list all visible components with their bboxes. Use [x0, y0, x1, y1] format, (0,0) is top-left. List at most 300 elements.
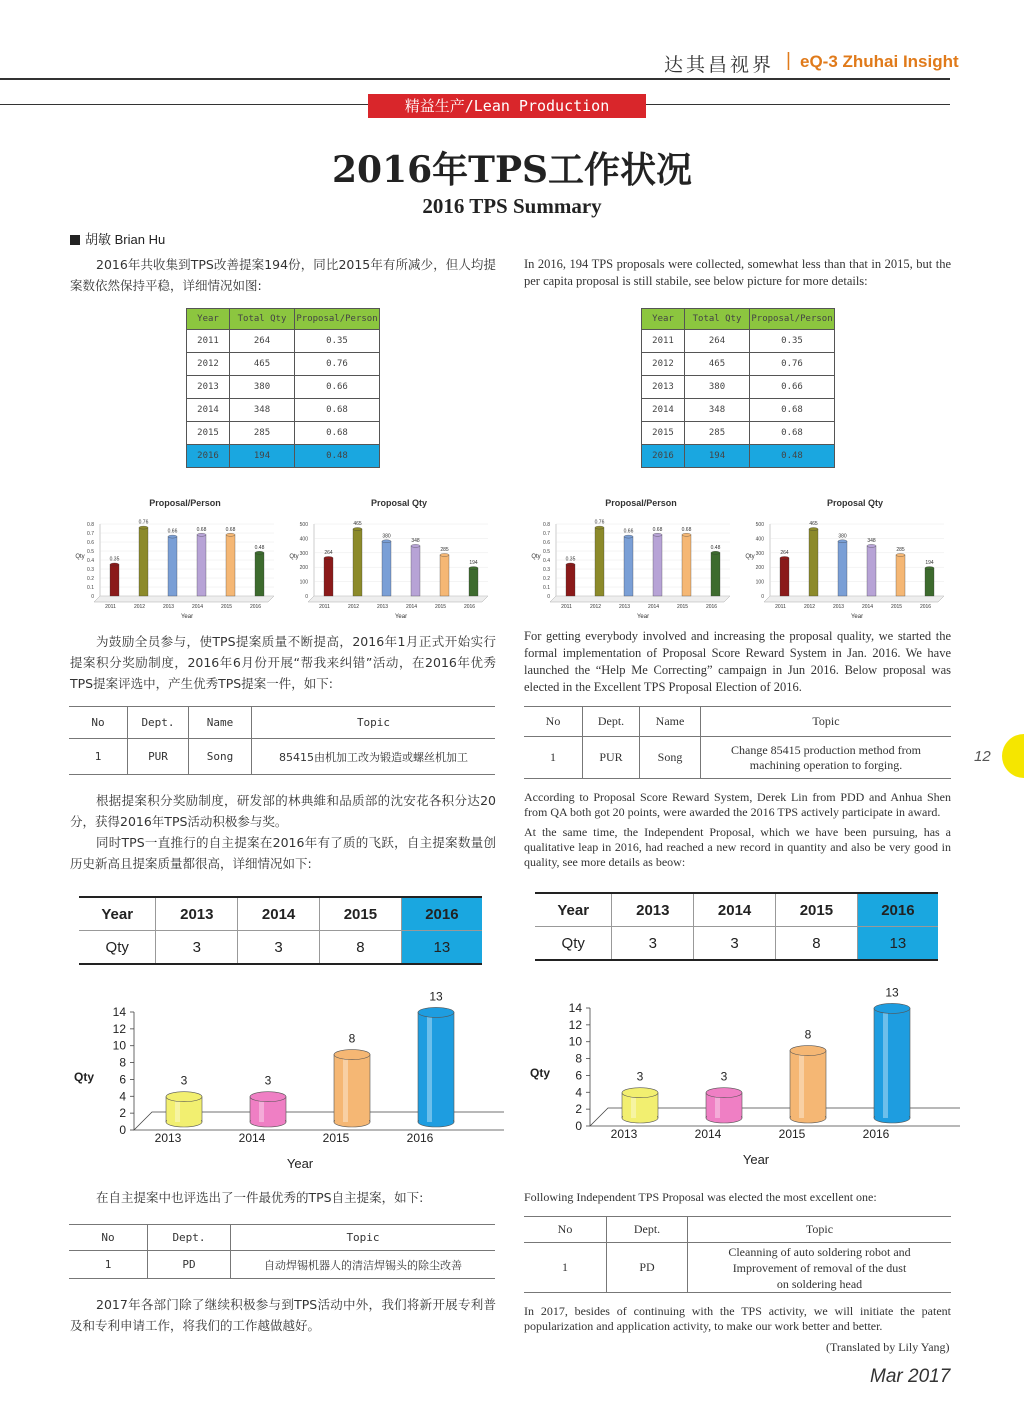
x-axis-label: Year: [394, 614, 408, 620]
y-tick-label: 0.6: [543, 540, 550, 546]
cn-paragraph-5: 在自主提案中也评选出了一件最优秀的TPS自主提案，如下:: [96, 1190, 424, 1205]
proposal-header-row: [642, 309, 835, 330]
section-rule-right: [646, 104, 950, 105]
proposal-cell: 0.68: [750, 399, 835, 422]
x-tick-label: 2014: [694, 1127, 722, 1141]
section-label: 精益生产/Lean Production: [368, 94, 646, 118]
proposal-cell: 0.35: [750, 330, 835, 353]
cell-no: 1: [69, 1251, 148, 1279]
proposal-row: [642, 376, 835, 399]
proposal-cell: 2012: [642, 353, 685, 376]
cell-topic: 自动焊锡机器人的清洁焊锡头的除尘改善: [231, 1251, 496, 1279]
x-tick-label: 2014: [405, 604, 418, 610]
bar: [624, 537, 633, 596]
col-dept: Dept.: [128, 707, 189, 739]
independent-table-cn: [69, 1224, 495, 1279]
x-tick-label: 2012: [803, 604, 816, 610]
cylinder-highlight: [883, 1008, 888, 1118]
col-topic: Topic: [231, 1225, 496, 1251]
proposal-cell: 285: [685, 422, 750, 445]
proposal-cell: 0.48: [295, 445, 380, 468]
y-tick-label: 0.3: [87, 567, 94, 573]
qty-value-2016: 13: [401, 931, 482, 965]
y-tick-label: 0.1: [87, 585, 94, 591]
data-label: 0.48: [254, 544, 265, 551]
data-label: 13: [885, 985, 899, 1000]
y-axis-label: Qty: [529, 1066, 551, 1080]
section-rule-left: [0, 104, 368, 105]
data-label: 3: [720, 1069, 728, 1084]
y-tick-label: 500: [299, 522, 308, 528]
proposal-row: [187, 330, 380, 353]
data-label: 348: [411, 537, 420, 544]
bar-cap: [595, 526, 604, 529]
excellent-table-cn: [69, 706, 495, 775]
bar-cap: [324, 556, 333, 559]
cylinder-highlight: [427, 1012, 432, 1122]
y-tick-label: 6: [575, 1068, 582, 1083]
x-axis-label: Year: [850, 614, 864, 620]
qty-value-2015: 8: [776, 927, 858, 961]
chart-floor: [550, 596, 730, 602]
y-tick-label: 0.8: [87, 522, 94, 528]
qty-table-right: [535, 892, 938, 961]
independent-qty-chart-right: [520, 982, 960, 1172]
col-name: Name: [640, 707, 701, 737]
proposal-header-cell: Proposal/Person: [750, 309, 835, 330]
cylinder-highlight: [343, 1055, 348, 1122]
y-tick-label: 6: [119, 1072, 126, 1087]
y-tick-label: 300: [299, 550, 308, 557]
x-tick-label: 2012: [347, 604, 360, 610]
proposal-header-cell: Proposal/Person: [295, 309, 380, 330]
data-label: 264: [324, 549, 333, 556]
chart-floor: [764, 596, 944, 602]
cell-no: 1: [69, 739, 128, 775]
data-label: 0.68: [225, 526, 236, 533]
qty-value-2013: 3: [156, 931, 238, 965]
y-tick-label: 0: [547, 594, 550, 600]
bar-cap: [110, 563, 119, 566]
author-bullet-icon: [70, 235, 80, 245]
qty-header-2016: 2016: [401, 897, 482, 931]
cylinder-fill: [875, 1008, 909, 1118]
data-label: 0.35: [565, 556, 576, 563]
y-tick-label: 0: [305, 594, 308, 600]
qty-value-2014: 3: [238, 931, 320, 965]
chart-title: Proposal Qty: [826, 498, 884, 508]
cell-dept: PD: [148, 1251, 231, 1279]
bar-cap: [197, 533, 206, 536]
col-name: Name: [189, 707, 252, 739]
y-tick-label: 0: [91, 594, 94, 600]
bar: [168, 537, 177, 596]
issue-date: Mar 2017: [870, 1366, 951, 1387]
cylinder-top: [706, 1088, 742, 1098]
data-label: 8: [804, 1027, 812, 1042]
cylinder-fill: [335, 1055, 369, 1122]
bar-cap: [624, 535, 633, 538]
bar: [780, 558, 789, 596]
cn-paragraph-6: 2017年各部门除了继续积极参与到TPS活动中外，我们将新开展专利普及和专利申请工作，将我们的工作越做越好。: [70, 1297, 496, 1333]
col-topic: Topic: [252, 707, 496, 739]
data-label: 3: [264, 1073, 272, 1088]
x-axis-label: Year: [180, 614, 194, 620]
x-axis-label: Year: [742, 1152, 770, 1167]
x-tick-label: 2016: [705, 604, 718, 610]
bar-cap: [411, 544, 420, 547]
proposal-cell: 2014: [187, 399, 230, 422]
col-no: No: [524, 707, 583, 737]
x-tick-label: 2014: [238, 1131, 266, 1145]
bar-cap: [653, 533, 662, 536]
data-label: 465: [353, 521, 362, 528]
bar: [139, 528, 148, 596]
bar: [440, 555, 449, 596]
qty-header-2014: 2014: [238, 897, 320, 931]
proposal-row: [187, 353, 380, 376]
bar-cap: [226, 533, 235, 536]
qty-header-2013: 2013: [612, 893, 694, 927]
y-tick-label: 0.3: [543, 567, 550, 573]
excellent-table-en: [524, 706, 951, 779]
proposal-cell: 348: [230, 399, 295, 422]
proposal-cell: 465: [230, 353, 295, 376]
x-tick-label: 2015: [676, 604, 689, 610]
brand-separator: |: [786, 50, 791, 71]
proposal-cell: 465: [685, 353, 750, 376]
cn-paragraph-4: 同时TPS一直推行的自主提案在2016年有了质的飞跃，自主提案数量创历史新高且提案质量都很高，详细情况如下:: [70, 835, 496, 871]
y-tick-label: 0.2: [87, 576, 94, 582]
en-paragraph-2: For getting everybody involved and increasing the proposal quality, we started the formal implementation of Proposal Score Reward System in Jan. 2016. We have launched the “Help Me Correcting” campaign in Jun 2016. Below proposal was elected in the Excellent TPS Proposal Election of 2016.: [524, 629, 951, 694]
en-paragraph-3: According to Proposal Score Reward System, Derek Lin from PDD and Anhua Shen from QA both got 20 points, were awarded the 2016 TPS actively participate in award.: [524, 790, 951, 819]
proposal-table-left: [186, 308, 380, 468]
proposal-header-cell: Total Qty: [685, 309, 750, 330]
bar: [838, 541, 847, 596]
bar-cap: [780, 556, 789, 559]
proposal-cell: 2013: [642, 376, 685, 399]
x-tick-label: 2016: [919, 604, 932, 610]
x-tick-label: 2013: [610, 1127, 638, 1141]
data-label: 0.68: [652, 526, 663, 533]
chart-title: Proposal/Person: [605, 498, 677, 508]
proposal-cell: 0.35: [295, 330, 380, 353]
col-no: No: [69, 1225, 148, 1251]
title-cn: 2016年TPS工作状况: [331, 149, 693, 191]
data-label: 0.35: [109, 556, 120, 563]
x-tick-label: 2013: [162, 604, 175, 610]
data-label: 3: [636, 1069, 644, 1084]
qty-header-2016: 2016: [857, 893, 938, 927]
cell-dept: PUR: [128, 739, 189, 775]
proposal-cell: 0.48: [750, 445, 835, 468]
y-tick-label: 0.4: [87, 558, 94, 564]
bar: [896, 555, 905, 596]
x-tick-label: 2011: [319, 604, 330, 610]
col-dept: Dept.: [148, 1225, 231, 1251]
qty-header-2014: 2014: [694, 893, 776, 927]
qty-header-2015: 2015: [776, 893, 858, 927]
cell-no: 1: [524, 1243, 607, 1293]
qty-value-2014: 3: [694, 927, 776, 961]
y-axis-label: Qty: [289, 554, 299, 560]
proposal-qty-chart-right: [736, 492, 954, 620]
y-tick-label: 12: [112, 1021, 126, 1036]
cell-topic: Cleanning of auto soldering robot and Improvement of removal of the dust on soldering head: [688, 1243, 952, 1293]
y-tick-label: 300: [755, 550, 764, 557]
bar-cap: [838, 540, 847, 543]
y-axis-label: Qty: [75, 554, 85, 560]
y-tick-label: 10: [112, 1038, 126, 1053]
x-tick-label: 2012: [133, 604, 146, 610]
cylinder-top: [250, 1092, 286, 1102]
proposal-row: [642, 422, 835, 445]
data-label: 3: [180, 1073, 188, 1088]
y-tick-label: 10: [568, 1034, 582, 1049]
proposal-cell: 0.76: [750, 353, 835, 376]
x-tick-label: 2015: [220, 604, 233, 610]
bar: [324, 558, 333, 596]
data-label: 0.68: [681, 526, 692, 533]
proposal-person-chart-right: [522, 492, 740, 620]
cylinder-top: [166, 1092, 202, 1102]
y-axis-label: Qty: [531, 554, 541, 560]
col-dept: Dept.: [583, 707, 640, 737]
bar-cap: [925, 567, 934, 570]
data-label: 465: [809, 521, 818, 528]
y-tick-label: 14: [568, 1001, 582, 1015]
data-label: 0.76: [138, 519, 149, 526]
data-label: 285: [440, 546, 449, 553]
x-axis-label: Year: [286, 1156, 314, 1171]
author-name: 胡敏 Brian Hu: [85, 232, 166, 247]
cylinder-top: [622, 1088, 658, 1098]
x-tick-label: 2011: [775, 604, 786, 610]
x-tick-label: 2015: [890, 604, 903, 610]
proposal-qty-chart-left: [280, 492, 498, 620]
proposal-person-chart-left: [66, 492, 284, 620]
qty-header-2013: 2013: [156, 897, 238, 931]
y-tick-label: 8: [119, 1055, 126, 1070]
qty-row-label: Qty: [79, 931, 156, 965]
proposal-row: [187, 399, 380, 422]
bar: [809, 529, 818, 596]
bar-cap: [566, 563, 575, 566]
cell-topic: Change 85415 production method from machining operation to forging.: [701, 737, 952, 779]
bar-cap: [440, 553, 449, 556]
y-tick-label: 2: [119, 1106, 126, 1121]
proposal-table-body-right: [642, 309, 835, 468]
x-tick-label: 2015: [322, 1131, 350, 1145]
x-axis-label: Year: [636, 614, 650, 620]
x-tick-label: 2016: [862, 1127, 890, 1141]
proposal-cell: 0.68: [750, 422, 835, 445]
x-tick-label: 2013: [618, 604, 631, 610]
cn-paragraph-2: 为鼓励全员参与，使TPS提案质量不断提高，2016年1月正式开始实行提案积分奖励制度，2016年6月份开展“帮我来纠错”活动，在2016年优秀TPS提案评选中，产生优秀TPS提案一件，如下:: [70, 634, 496, 691]
cylinder-fill: [791, 1051, 825, 1118]
translator-credit: (Translated by Lily Yang): [826, 1340, 950, 1354]
proposal-row: [642, 330, 835, 353]
data-label: 0.66: [623, 528, 634, 535]
data-label: 0.76: [594, 519, 605, 526]
cylinder-top: [874, 1003, 910, 1013]
brand-en: eQ-3 Zhuhai Insight: [800, 52, 959, 71]
en-paragraph-1: In 2016, 194 TPS proposals were collected, somewhat less than that in 2015, but the per capita proposal is still stabile, see below picture for more details:: [524, 257, 951, 288]
y-tick-label: 0.7: [87, 531, 94, 537]
y-tick-label: 100: [299, 579, 308, 586]
proposal-cell: 2011: [187, 330, 230, 353]
proposal-row: [187, 445, 380, 468]
cell-name: Song: [189, 739, 252, 775]
qty-value-2015: 8: [320, 931, 402, 965]
proposal-cell: 2016: [642, 445, 685, 468]
y-tick-label: 0.2: [543, 576, 550, 582]
cylinder-top: [334, 1050, 370, 1060]
chart-title: Proposal Qty: [370, 498, 428, 508]
y-axis-label: Qty: [745, 554, 755, 560]
x-tick-label: 2015: [434, 604, 447, 610]
col-no: No: [524, 1217, 607, 1243]
proposal-cell: 264: [685, 330, 750, 353]
bar: [110, 565, 119, 597]
proposal-cell: 348: [685, 399, 750, 422]
col-no: No: [69, 707, 128, 739]
x-tick-label: 2014: [861, 604, 874, 610]
bar: [197, 535, 206, 596]
x-tick-label: 2012: [589, 604, 602, 610]
col-topic: Topic: [701, 707, 952, 737]
y-tick-label: 0.4: [543, 558, 550, 564]
y-tick-label: 0: [119, 1123, 126, 1137]
header-rule: [0, 78, 950, 80]
bar: [411, 546, 420, 596]
y-tick-label: 14: [112, 1005, 126, 1019]
bar: [226, 535, 235, 596]
bar-cap: [809, 528, 818, 531]
x-tick-label: 2016: [406, 1131, 434, 1145]
y-tick-label: 0.5: [543, 549, 550, 555]
x-tick-label: 2013: [154, 1131, 182, 1145]
x-tick-label: 2016: [463, 604, 476, 610]
en-paragraph-4: At the same time, the Independent Proposal, which we have been pursuing, has a qualitative leap in 2016, had reached a new record in quantity and also be very good in quality, see more details as beow:: [524, 825, 951, 869]
brand-cn: 达其昌视界: [664, 54, 775, 76]
qty-header-year: Year: [79, 897, 156, 931]
proposal-cell: 2016: [187, 445, 230, 468]
data-label: 194: [469, 560, 478, 567]
proposal-cell: 0.66: [295, 376, 380, 399]
bar-cap: [711, 551, 720, 554]
page-tab: [1002, 734, 1024, 778]
en-paragraph-5: Following Independent TPS Proposal was elected the most excellent one:: [524, 1190, 877, 1204]
y-tick-label: 100: [755, 579, 764, 586]
y-tick-label: 0.5: [87, 549, 94, 555]
bar-cap: [382, 540, 391, 543]
y-axis-label: Qty: [73, 1070, 95, 1084]
cylinder-top: [418, 1007, 454, 1017]
qty-row-label: Qty: [535, 927, 612, 961]
y-tick-label: 500: [755, 522, 764, 528]
y-tick-label: 0: [761, 594, 764, 600]
cell-dept: PD: [607, 1243, 688, 1293]
bar-cap: [867, 544, 876, 547]
proposal-cell: 0.68: [295, 422, 380, 445]
bar-cap: [353, 528, 362, 531]
y-tick-label: 0.7: [543, 531, 550, 537]
cn-paragraph-1: 2016年共收集到TPS改善提案194份，同比2015年有所减少，但人均提案数依然保持平稳，详细情况如图:: [70, 257, 496, 293]
bar: [653, 535, 662, 596]
proposal-cell: 264: [230, 330, 295, 353]
cell-name: Song: [640, 737, 701, 779]
bar: [711, 553, 720, 596]
bar-cap: [682, 533, 691, 536]
y-tick-label: 8: [575, 1051, 582, 1066]
proposal-header-cell: Year: [187, 309, 230, 330]
data-label: 194: [925, 560, 934, 567]
proposal-row: [642, 399, 835, 422]
chart-title: Proposal/Person: [149, 498, 221, 508]
proposal-cell: 2015: [642, 422, 685, 445]
cell-topic: 85415由机加工改为锻造或螺丝机加工: [252, 739, 496, 775]
data-label: 380: [382, 533, 391, 540]
proposal-row: [642, 353, 835, 376]
en-paragraph-6: In 2017, besides of continuing with the TPS activity, we will initiate the patent popularization and application activity, to make our work better and better.: [524, 1304, 951, 1333]
bar: [255, 553, 264, 596]
proposal-table-right: [641, 308, 835, 468]
proposal-cell: 194: [230, 445, 295, 468]
cell-no: 1: [524, 737, 583, 779]
proposal-row: [642, 445, 835, 468]
proposal-cell: 0.68: [295, 399, 380, 422]
bar: [682, 535, 691, 596]
bar: [353, 529, 362, 596]
proposal-header-cell: Total Qty: [230, 309, 295, 330]
data-label: 13: [429, 989, 443, 1004]
col-topic: Topic: [688, 1217, 952, 1243]
data-label: 285: [896, 546, 905, 553]
cell-dept: PUR: [583, 737, 640, 779]
chart-floor: [94, 596, 274, 602]
data-label: 264: [780, 549, 789, 556]
data-label: 0.48: [710, 544, 721, 551]
bar: [925, 568, 934, 596]
proposal-row: [187, 376, 380, 399]
bar-cap: [139, 526, 148, 529]
y-tick-label: 4: [575, 1085, 582, 1100]
bar: [595, 528, 604, 596]
bar-cap: [469, 567, 478, 570]
y-tick-label: 2: [575, 1102, 582, 1117]
proposal-cell: 380: [230, 376, 295, 399]
y-tick-label: 0.6: [87, 540, 94, 546]
proposal-cell: 2015: [187, 422, 230, 445]
page-number: 12: [974, 748, 991, 765]
y-tick-label: 200: [755, 565, 764, 572]
x-tick-label: 2014: [647, 604, 660, 610]
y-tick-label: 0.8: [543, 522, 550, 528]
proposal-table-body-left: [187, 309, 380, 468]
x-tick-label: 2011: [105, 604, 116, 610]
author: [70, 229, 165, 248]
bar: [382, 541, 391, 596]
y-tick-label: 12: [568, 1017, 582, 1032]
independent-qty-chart-left: [64, 986, 504, 1176]
bar-cap: [896, 553, 905, 556]
y-tick-label: 0: [575, 1119, 582, 1133]
proposal-cell: 380: [685, 376, 750, 399]
cylinder-fill: [419, 1012, 453, 1122]
title-en: 2016 TPS Summary: [422, 194, 602, 218]
x-tick-label: 2016: [249, 604, 262, 610]
